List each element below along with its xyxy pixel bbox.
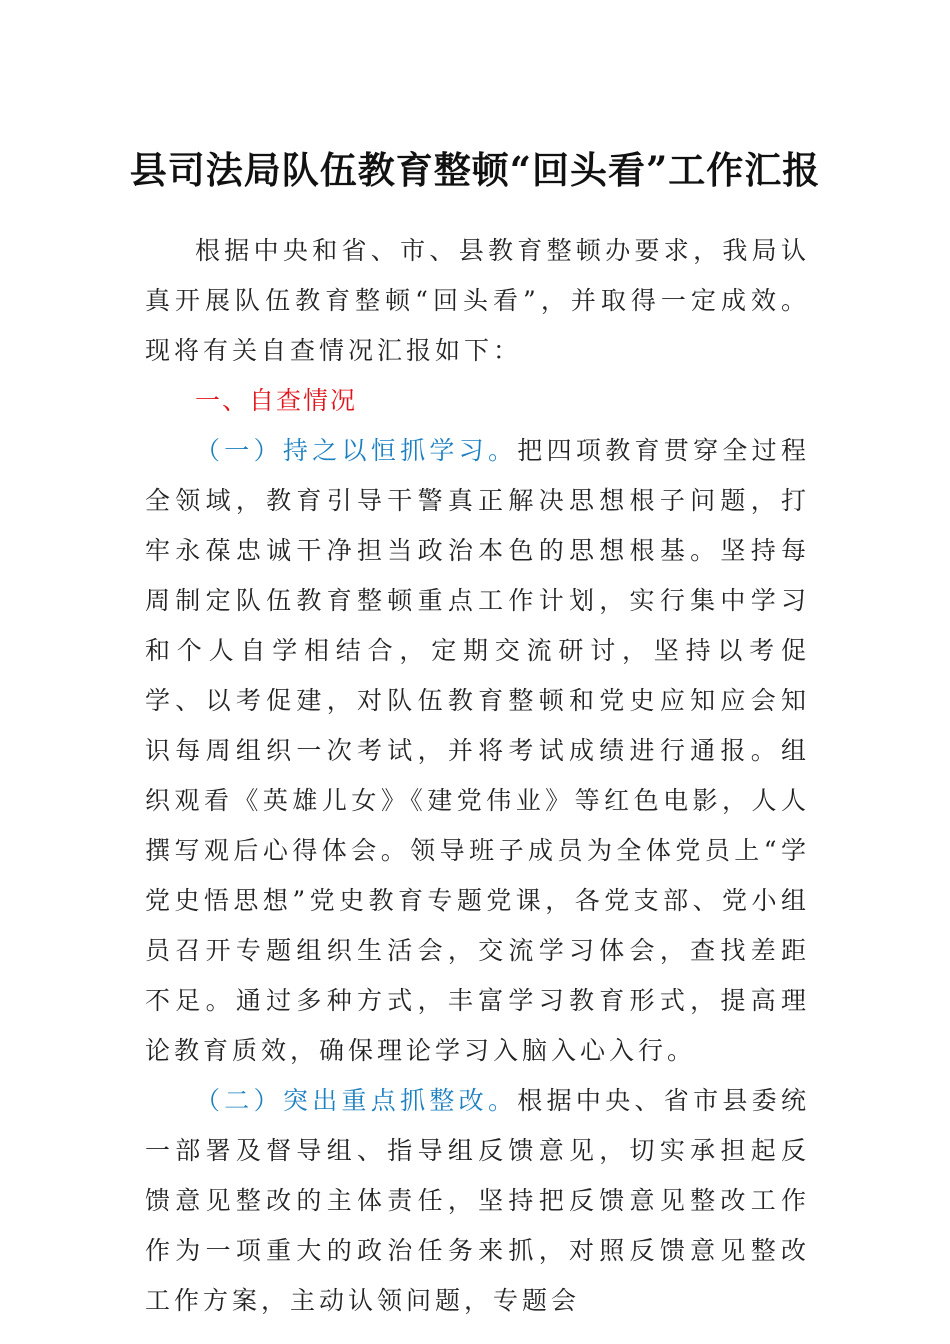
section-item-1 <box>145 426 810 1076</box>
document-body <box>145 226 810 1326</box>
document-title: 县司法局队伍教育整顿“回头看”工作汇报 <box>129 148 821 192</box>
item-1-subheading: （一）持之以恒抓学习。 <box>195 436 518 465</box>
item-2-text: 根据中央、省市县委统一部署及督导组、指导组反馈意见，切实承担起反馈意见整改的主体责任，坚持把反馈意见整改工作作为一项重大的政治任务来抓，对照反馈意见整改工作方案，主动认领问题，专题会 <box>145 1086 810 1315</box>
section-heading: 一、自查情况 <box>195 386 358 415</box>
intro-paragraph: 根据中央和省、市、县教育整顿办要求，我局认真开展队伍教育整顿“回头看”，并取得一定成效。现将有关自查情况汇报如下： <box>145 236 810 365</box>
item-1-text: 把四项教育贯穿全过程全领域，教育引导干警真正解决思想根子问题，打牢永葆忠诚干净担当政治本色的思想根基。坚持每周制定队伍教育整顿重点工作计划，实行集中学习和个人自学相结合，定期交流研讨，坚持以考促学、以考促建，对队伍教育整顿和党史应知应会知识每周组织一次考试，并将考试成绩进行通报。组织观看《英雄儿女》《建党伟业》等红色电影，人人撰写观后心得体会。领导班子成员为全体党员上“学党史悟思想”党史教育专题党课，各党支部、党小组员召开专题组织生活会，交流学习体会，查找差距不足。通过多种方式，丰富学习教育形式，提高理论教育质效，确保理论学习入脑入心入行。 <box>145 436 810 1065</box>
section-item-2 <box>145 1076 810 1326</box>
item-2-subheading: （二）突出重点抓整改。 <box>195 1086 518 1115</box>
